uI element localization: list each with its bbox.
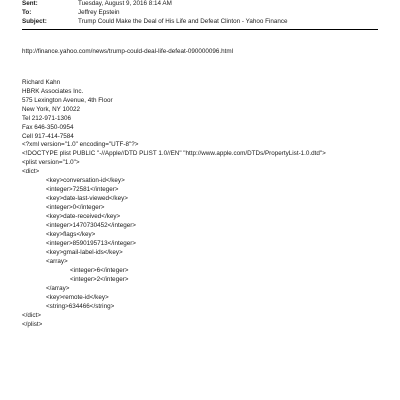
xml-line: <key>gmail-label-ids</key> <box>46 249 123 256</box>
to-label: To: <box>22 9 32 16</box>
sent-label: Sent: <box>22 0 38 7</box>
xml-line: <integer>6</integer> <box>70 267 129 274</box>
subject-value: Trump Could Make the Deal of His Life and Defeat Clinton - Yahoo Finance <box>78 18 288 25</box>
xml-line: <?xml version="1.0" encoding="UTF-8"?> <box>22 141 139 148</box>
xml-line: <plist version="1.0"> <box>22 159 80 166</box>
signature-line: Fax 646-350-0954 <box>22 124 74 131</box>
xml-line: </array> <box>46 285 70 292</box>
xml-line: <key>remote-id</key> <box>46 294 109 301</box>
xml-line: <dict> <box>22 168 40 175</box>
signature-line: HBRK Associates Inc. <box>22 88 84 95</box>
sent-value: Tuesday, August 9, 2016 8:14 AM <box>78 0 172 7</box>
xml-line: <integer>1470730452</integer> <box>46 222 136 229</box>
signature-line: 575 Lexington Avenue, 4th Floor <box>22 97 113 104</box>
xml-line: <key>flags</key> <box>46 231 96 238</box>
xml-line: </plist> <box>22 321 43 328</box>
xml-line: <key>conversation-id</key> <box>46 177 125 184</box>
xml-line: </dict> <box>22 312 41 319</box>
signature-block <box>22 78 113 141</box>
to-value: Jeffrey Epstein <box>78 9 120 16</box>
article-url: http://finance.yahoo.com/news/trump-could-deal-life-defeat-090000096.html <box>22 48 234 55</box>
xml-line: <key>date-last-viewed</key> <box>46 195 128 202</box>
signature-line: Tel 212-971-1306 <box>22 115 72 122</box>
xml-line: <!DOCTYPE plist PUBLIC "-//Apple//DTD PLIST 1.0//EN" "http://www.apple.com/DTDs/PropertyList-1.0.dtd"> <box>22 150 326 157</box>
signature-line: Cell 917-414-7584 <box>22 133 74 140</box>
subject-label: Subject: <box>22 18 47 25</box>
xml-line: <integer>2</integer> <box>70 276 129 283</box>
xml-line: <integer>8590195713</integer> <box>46 240 136 247</box>
xml-line: <integer>0</integer> <box>46 204 105 211</box>
xml-line: <array> <box>46 258 68 265</box>
xml-line: <key>date-received</key> <box>46 213 121 220</box>
signature-line: New York, NY 10022 <box>22 106 80 113</box>
xml-line: <string>634466</string> <box>46 303 115 310</box>
header-divider <box>22 29 378 30</box>
xml-line: <integer>72581</integer> <box>46 186 119 193</box>
signature-line: Richard Kahn <box>22 79 61 86</box>
